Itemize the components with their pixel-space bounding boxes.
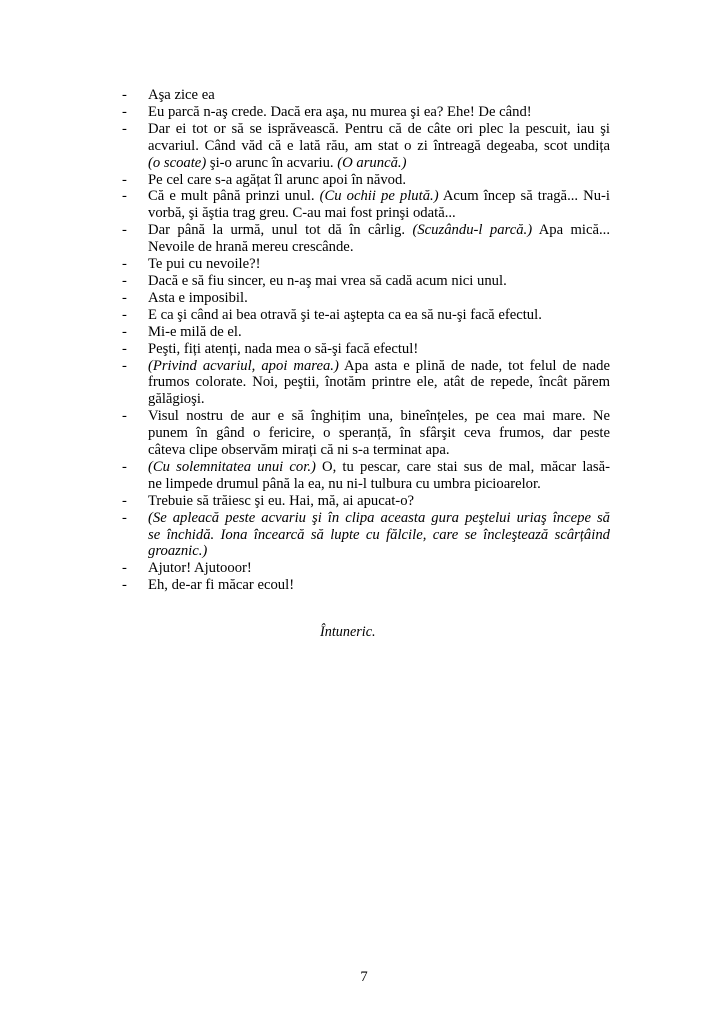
dialogue-text bbox=[148, 121, 610, 172]
dialogue-text bbox=[148, 510, 610, 561]
dialogue-entry bbox=[0, 222, 728, 256]
text-line bbox=[148, 87, 610, 104]
page-number: 7 bbox=[360, 969, 368, 985]
text-line bbox=[148, 138, 610, 155]
dialogue-entry bbox=[0, 341, 728, 358]
dialogue-dash: - bbox=[122, 171, 127, 188]
text-line bbox=[148, 155, 610, 172]
dialogue-text bbox=[148, 324, 610, 341]
text-line bbox=[148, 408, 610, 425]
text-line bbox=[148, 324, 610, 341]
dialogue-text bbox=[148, 358, 610, 409]
speech-text: Nevoile de hrană mereu crescânde. bbox=[148, 239, 354, 256]
dialogue-text bbox=[148, 459, 610, 493]
speech-text: Pe cel care s-a agățat îl arunc apoi în năvod. bbox=[148, 171, 406, 188]
dialogue-dash: - bbox=[122, 509, 127, 526]
speech-text: Mi-e milă de el. bbox=[148, 323, 242, 340]
text-line bbox=[148, 510, 610, 527]
dialogue-text bbox=[148, 273, 610, 290]
dialogue-dash: - bbox=[122, 492, 127, 509]
dialogue-dash: - bbox=[122, 458, 127, 475]
text-line bbox=[148, 222, 610, 239]
dialogue-text bbox=[148, 188, 610, 222]
text-line bbox=[148, 459, 610, 476]
speech-text: Dar ei tot or să se isprăvească. Pentru că de câte ori plec la pescuit, iau şi bbox=[148, 120, 610, 137]
text-line bbox=[148, 358, 610, 375]
text-line bbox=[148, 442, 610, 459]
dialogue-entry bbox=[0, 510, 728, 561]
dialogue-entry bbox=[0, 290, 728, 307]
speech-text: Peşti, fiți atenți, nada mea o să-şi facă efectul! bbox=[148, 340, 419, 357]
dialogue-text bbox=[148, 222, 610, 256]
dialogue-text bbox=[148, 87, 610, 104]
speech-text: punem în gând o fericire, o speranță, în sfârşit ceva frumos, dar peste bbox=[148, 425, 610, 442]
text-line bbox=[148, 307, 610, 324]
speech-text: ne limpede drumul până la ea, nu ni-l tulbura cu umbra picioarelor. bbox=[148, 475, 541, 492]
text-line bbox=[148, 239, 610, 256]
dialogue-entry bbox=[0, 104, 728, 121]
dialogue-entry bbox=[0, 256, 728, 273]
dialogue-dash: - bbox=[122, 323, 127, 340]
speech-text: Te pui cu nevoile?! bbox=[148, 256, 261, 273]
dialogue-text bbox=[148, 307, 610, 324]
dialogue-dash: - bbox=[122, 306, 127, 323]
dialogue-dash: - bbox=[122, 120, 127, 137]
stage-direction: (Cu ochii pe plută.) bbox=[319, 188, 439, 205]
dialogue-text bbox=[148, 493, 610, 510]
text-line bbox=[148, 256, 610, 273]
stage-direction: groaznic.) bbox=[148, 543, 208, 560]
text-line bbox=[148, 273, 610, 290]
speech-text: E ca şi când ai bea otravă şi te-ai aştepta ca ea să nu-şi facă efectul. bbox=[148, 306, 542, 323]
dialogue-entry bbox=[0, 408, 728, 459]
text-line bbox=[148, 476, 610, 493]
dialogue-entry bbox=[0, 121, 728, 172]
speech-text: Eh, de-ar fi măcar ecoul! bbox=[148, 577, 295, 594]
dialogue-dash: - bbox=[122, 357, 127, 374]
dialogue-dash: - bbox=[122, 188, 127, 205]
text-line bbox=[148, 543, 610, 560]
speech-text: Visul nostru de aur e să înghițim una, bineînțeles, pe cea mai mare. Ne bbox=[148, 408, 610, 425]
text-line bbox=[148, 104, 610, 121]
text-line bbox=[148, 374, 610, 391]
dialogue-text bbox=[148, 560, 610, 577]
text-line bbox=[148, 560, 610, 577]
text-line bbox=[148, 391, 610, 408]
text-line bbox=[148, 205, 610, 222]
dialogue-entry bbox=[0, 560, 728, 577]
dialogue-dash: - bbox=[122, 256, 127, 273]
speech-text: Că e mult până prinzi unul. bbox=[148, 188, 320, 205]
stage-direction: se închidă. Iona încearcă să lupte cu fălcile, care se încleştează scârțâind bbox=[148, 526, 610, 543]
dialogue-text bbox=[148, 172, 610, 189]
dialogue-entry bbox=[0, 307, 728, 324]
dialogue-entry bbox=[0, 493, 728, 510]
closing-stage-direction: Întuneric. bbox=[320, 624, 376, 640]
dialogue-text bbox=[148, 256, 610, 273]
dialogue-dash: - bbox=[122, 577, 127, 594]
stage-direction: (Scuzându-l parcă.) bbox=[412, 222, 533, 239]
dialogue-dash: - bbox=[122, 87, 127, 103]
stage-direction: (Se apleacă peste acvariu şi în clipa aceasta gura peştelui uriaş începe să bbox=[148, 509, 610, 526]
dialogue-text bbox=[148, 104, 610, 121]
stage-direction: (O aruncă.) bbox=[337, 154, 407, 171]
dialogue-entry bbox=[0, 188, 728, 222]
dialogue-entry bbox=[0, 577, 728, 594]
speech-text: frumos colorate. Noi, peştii, înotăm printre ele, atât de repede, încât părem bbox=[148, 374, 610, 391]
stage-direction: (o scoate) bbox=[148, 154, 207, 171]
speech-text: O, tu pescar, care stai sus de mal, măcar lasă- bbox=[315, 458, 611, 475]
speech-text: acvariul. Când văd că e lată rău, am stat o zi întreagă degeaba, scot undița bbox=[148, 137, 610, 154]
text-line bbox=[148, 341, 610, 358]
dialogue-entry bbox=[0, 273, 728, 290]
dialogue-text bbox=[148, 577, 610, 594]
speech-text: Trebuie să trăiesc şi eu. Hai, mă, ai apucat-o? bbox=[148, 492, 415, 509]
speech-text: Asta e imposibil. bbox=[148, 289, 248, 306]
dialogue-dash: - bbox=[122, 560, 127, 577]
speech-text: Aşa zice ea bbox=[148, 87, 215, 103]
speech-text: gălăgioşi. bbox=[148, 391, 205, 408]
text-line bbox=[148, 493, 610, 510]
dialogue-entry bbox=[0, 172, 728, 189]
dialogue-dash: - bbox=[122, 103, 127, 120]
speech-text: Eu parcă n-aş crede. Dacă era aşa, nu murea şi ea? Ehe! De când! bbox=[148, 103, 532, 120]
speech-text: Dacă e să fiu sincer, eu n-aş mai vrea să cadă acum nici unul. bbox=[148, 272, 507, 289]
speech-text: Dar până la urmă, unul tot dă în cârlig. bbox=[148, 222, 413, 239]
text-line bbox=[148, 188, 610, 205]
dialogue-entry bbox=[0, 459, 728, 493]
dialogue-text bbox=[148, 341, 610, 358]
speech-text: Acum încep să tragă... Nu-i bbox=[438, 188, 610, 205]
dialogue-dash: - bbox=[122, 408, 127, 425]
text-line bbox=[148, 172, 610, 189]
speech-text: Apa mică... bbox=[532, 222, 610, 239]
text-line bbox=[148, 527, 610, 544]
text-line bbox=[148, 290, 610, 307]
speech-text: Ajutor! Ajutooor! bbox=[148, 560, 252, 577]
dialogue-dash: - bbox=[122, 289, 127, 306]
text-line bbox=[148, 425, 610, 442]
dialogue-dash: - bbox=[122, 340, 127, 357]
speech-text: vorbă, şi ăştia trag greu. C-au mai fost prinşi odată... bbox=[148, 205, 456, 222]
text-line bbox=[148, 577, 610, 594]
stage-direction: (Privind acvariul, apoi marea.) bbox=[148, 357, 339, 374]
dialogue-entry bbox=[0, 324, 728, 341]
speech-text: şi-o arunc în acvariu. bbox=[206, 154, 338, 171]
speech-text: Apa asta e plină de nade, tot felul de nade bbox=[338, 357, 610, 374]
dialogue-list bbox=[0, 87, 728, 594]
text-line bbox=[148, 121, 610, 138]
speech-text: câteva clipe observăm mirați că ni s-a terminat apa. bbox=[148, 442, 450, 459]
stage-direction: (Cu solemnitatea unui cor.) bbox=[148, 458, 316, 475]
dialogue-dash: - bbox=[122, 222, 127, 239]
dialogue-text bbox=[148, 290, 610, 307]
dialogue-entry bbox=[0, 358, 728, 409]
dialogue-text bbox=[148, 408, 610, 459]
dialogue-dash: - bbox=[122, 272, 127, 289]
dialogue-entry bbox=[0, 87, 728, 104]
